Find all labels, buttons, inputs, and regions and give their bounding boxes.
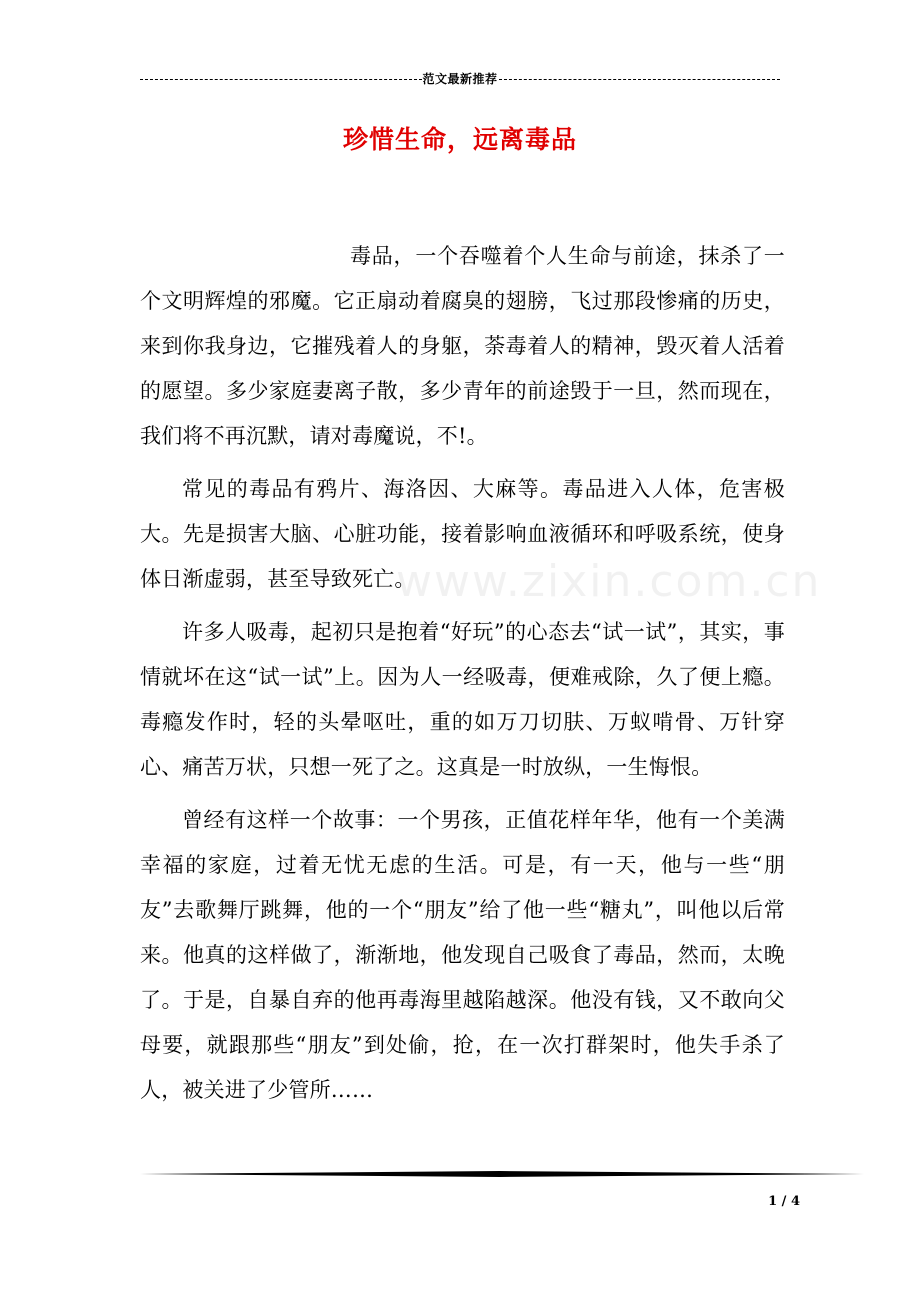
header-label: 范文最新推荐 xyxy=(422,71,498,86)
paragraph-4: 曾经有这样一个故事：一个男孩，正值花样年华，他有一个美满幸福的家庭，过着无忧无虑的生活。可是，有一天，他与一些“朋友”去歌舞厅跳舞，他的一个“朋友”给了他一些“糖丸”，叫他以后常来。他真的这样做了，渐渐地，他发现自己吸食了毒品，然而，太晚了。于是，自暴自弃的他再毒海里越陷越深。他没有钱，又不敢向父母要，就跟那些“朋友”到处偷，抢，在一次打群架时，他失手杀了人，被关进了少管所…… xyxy=(140,808,785,1102)
paragraph-1: 毒品，一个吞噬着个人生命与前途，抹杀了一个文明辉煌的邪魔。它正扇动着腐臭的翅膀，飞过那段惨痛的历史，来到你我身边，它摧残着人的身躯，荼毒着人的精神，毁灭着人活着的愿望。多少家庭妻离子散，多少青年的前途毁于一旦，然而现在，我们将不再沉默，请对毒魔说，不!。 xyxy=(140,244,785,448)
header-dash-left xyxy=(140,79,422,80)
document-body xyxy=(140,234,785,1121)
page-header xyxy=(140,68,780,88)
footer-rule xyxy=(140,1171,864,1177)
paragraph-2: 常见的毒品有鸦片、海洛因、大麻等。毒品进入人体，危害极大。先是损害大脑、心脏功能，接着影响血液循环和呼吸系统，使身体日渐虚弱，甚至导致死亡。 xyxy=(140,477,785,591)
document-title: 珍惜生命，远离毒品 xyxy=(342,125,577,154)
watermark: www.zixin.com.cn xyxy=(396,556,822,607)
header-dash-right xyxy=(499,79,780,80)
paragraph-3: 许多人吸毒，起初只是抱着“好玩”的心态去“试一试”，其实，事情就坏在这“试一试”上。因为人一经吸毒，便难戒除，久了便上瘾。毒瘾发作时，轻的头晕呕吐，重的如万刀切肤、万蚁啃骨、万针穿心、痛苦万状，只想一死了之。这真是一时放纵，一生悔恨。 xyxy=(140,620,785,779)
page-number: 1 / 4 xyxy=(768,1194,800,1209)
